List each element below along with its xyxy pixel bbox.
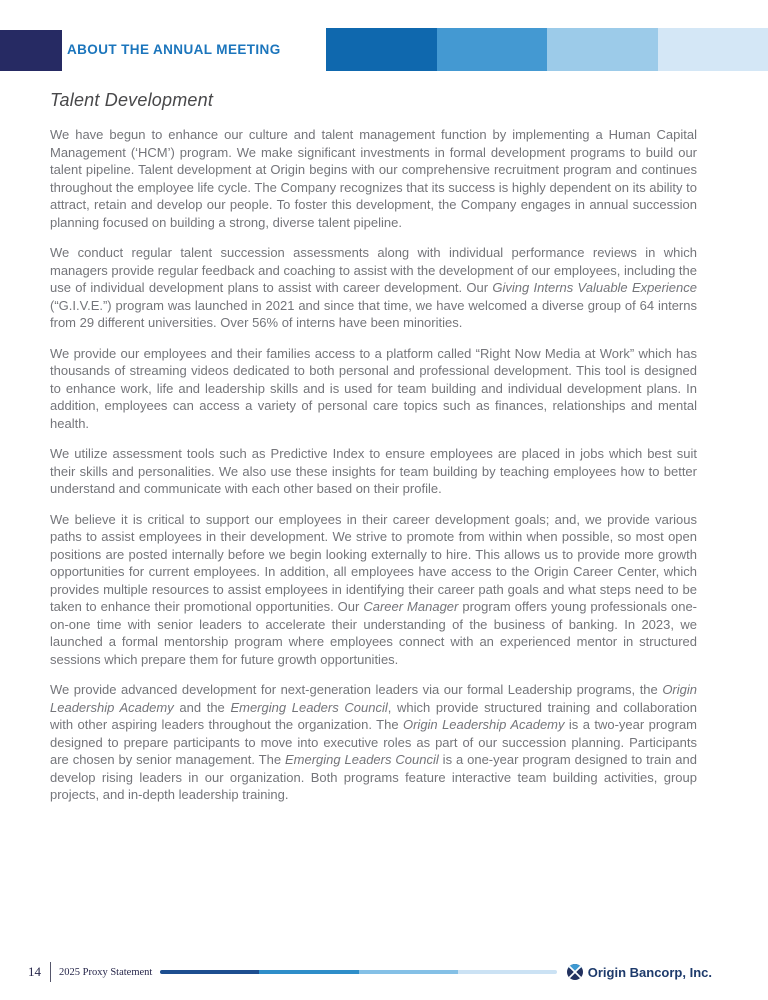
paragraph-text: We have begun to enhance our culture and talent management function by implementing a Human Capital Management (‘HCM’) program. We make significant investments in formal development programs to build our talent pipeline. Talent development at Origin begins with our comprehensive recruitment program and continues throughout the employee life cycle. The Company recognizes that its success is highly dependent on its ability to attract, retain and develop our people. To foster this development, the Company engages in annual succession planning focused on building a strong, diverse talent pipeline. xyxy=(50,127,697,230)
origin-o-mark-icon xyxy=(567,964,583,980)
footer-divider xyxy=(50,962,51,982)
paragraph-text: We provide advanced development for next-generation leaders via our formal Leadership programs, the xyxy=(50,682,663,697)
paragraph-text: We conduct regular talent succession assessments along with individual performance reviews in which managers provide regular feedback and coaching to assist with the development of our employees, including the use of individual development plans to assist with career development. Our xyxy=(50,245,697,295)
company-name: Origin Bancorp, Inc. xyxy=(587,964,712,980)
body-paragraph xyxy=(50,345,697,433)
paragraph-text: is a one-year program designed to train and develop rising leaders in our organization. Both programs feature interactive team building activities, group projects, and in-depth leadership training. xyxy=(50,752,697,802)
footer-gradient-bar xyxy=(160,970,556,975)
bar-segment-4 xyxy=(658,28,768,71)
body-copy xyxy=(50,126,697,804)
page-number: 14 xyxy=(28,964,41,979)
document-title: 2025 Proxy Statement xyxy=(59,966,153,978)
page-footer xyxy=(28,960,712,984)
body-paragraph xyxy=(50,244,697,332)
program-name-italic: Giving Interns Valuable Experience xyxy=(492,280,697,295)
paragraph-text: is a two-year program designed to prepare participants to move into executive roles as part of our succession planning. Participants are chosen by senior management. The xyxy=(50,717,698,767)
paragraph-text: , which provide structured training and collaboration with other aspiring leaders throughout the organization. The xyxy=(50,699,697,732)
bar-segment-4 xyxy=(458,970,557,975)
body-paragraph xyxy=(50,126,697,231)
bar-segment-1 xyxy=(326,28,437,71)
bar-segment-3 xyxy=(547,28,658,71)
program-name-italic: Emerging Leaders Council xyxy=(284,752,439,767)
paragraph-text: (“G.I.V.E.”) program was launched in 2021 and since that time, we have welcomed a diverse group of 64 interns from 29 different universities. Over 56% of interns have been minorities. xyxy=(50,297,697,330)
header-accent-square xyxy=(0,30,62,71)
paragraph-text: We utilize assessment tools such as Predictive Index to ensure employees are placed in jobs which best suit their skills and personalities. We also use these insights for team building by teaching employees how to better understand and communicate with each other based on their profile. xyxy=(50,446,697,496)
paragraph-text: We provide our employees and their families access to a platform called “Right Now Media at Work” which has thousands of streaming videos dedicated to both personal and professional development. This tool is designed to enhance work, life and leadership skills and is used for team building and individual development plans. In addition, employees can access a variety of personal care topics such as finances, relationships and mental health. xyxy=(50,345,697,431)
program-name-italic: Career Manager xyxy=(363,599,459,614)
header-gradient-bar xyxy=(326,28,768,71)
body-paragraph xyxy=(50,445,697,498)
program-name-italic: Origin Leadership Academy xyxy=(50,682,697,715)
paragraph-text: We believe it is critical to support our employees in their career development goals; and, we provide various paths to assist employees in their development. We strive to promote from within when possible, so most open positions are posted internally before we begin looking externally to hire. This allows us to provide more growth opportunities for current employees. In addition, all employees have access to the Origin Career Center, which provides multiple resources to assist employees in identifying their career path goals and what steps need to be taken to enhance their promotional opportunities. Our xyxy=(50,511,697,614)
section-heading: Talent Development xyxy=(50,90,214,110)
main-content xyxy=(50,90,697,804)
body-paragraph xyxy=(50,511,697,669)
bar-segment-2 xyxy=(259,970,358,975)
bar-segment-3 xyxy=(359,970,458,975)
bar-segment-1 xyxy=(160,970,259,975)
program-name-italic: Origin Leadership Academy xyxy=(402,717,565,732)
paragraph-text: and the xyxy=(173,699,231,715)
page-section-title: ABOUT THE ANNUAL MEETING xyxy=(67,42,281,57)
bar-segment-2 xyxy=(437,28,548,71)
paragraph-text: program offers young professionals one-on-one time with senior leaders to accelerate their understanding of the business of banking. In 2023, we launched a formal mentorship program where employees connect with an experienced mentor in structured sessions which prepare them for future growth opportunities. xyxy=(50,599,698,667)
program-name-italic: Emerging Leaders Council xyxy=(230,699,388,715)
body-paragraph xyxy=(50,681,697,804)
